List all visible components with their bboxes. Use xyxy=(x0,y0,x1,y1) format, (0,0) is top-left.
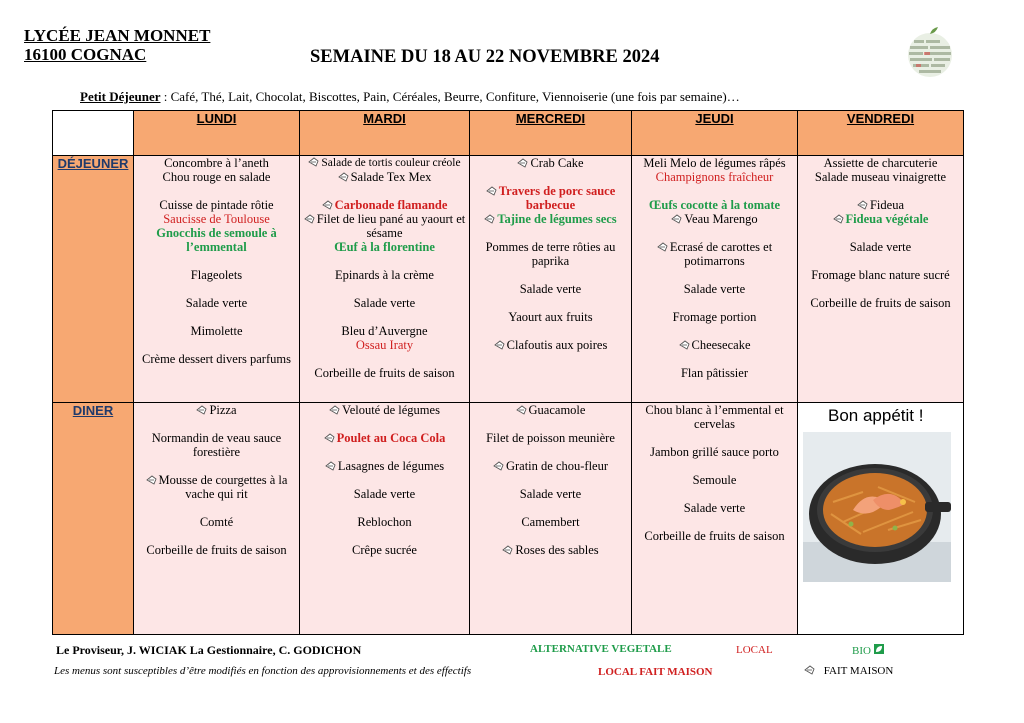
menu-item-group xyxy=(470,184,631,226)
menu-item-group xyxy=(798,156,963,184)
menu-item-group xyxy=(632,198,797,226)
menu-item: Chou rouge en salade xyxy=(162,170,271,184)
legend-local: LOCAL xyxy=(736,644,773,656)
chef-hat-icon xyxy=(324,433,335,443)
menu-item: Fromage blanc nature sucré xyxy=(811,268,950,282)
menu-item: Travers de porc sauce barbecue xyxy=(470,184,631,212)
menu-item-group xyxy=(798,198,963,226)
menu-item-group xyxy=(300,487,469,501)
menu-item: Yaourt aux fruits xyxy=(508,310,593,324)
menu-item: Corbeille de fruits de saison xyxy=(810,296,951,310)
chef-hat-icon xyxy=(196,405,207,415)
signatures: Le Proviseur, J. WICIAK La Gestionnaire, C. GODICHON xyxy=(56,643,362,657)
days-header-row xyxy=(53,111,964,156)
menu-item-group xyxy=(134,431,299,459)
menu-item-group xyxy=(300,296,469,310)
day-header: MARDI xyxy=(300,111,470,156)
menu-item-group xyxy=(632,282,797,296)
menu-item: Corbeille de fruits de saison xyxy=(314,366,455,380)
menu-item: Salade verte xyxy=(519,282,582,296)
legend-fait-maison xyxy=(804,665,893,677)
menu-item-group xyxy=(632,240,797,268)
lunch-row xyxy=(53,156,964,403)
day-header: LUNDI xyxy=(134,111,300,156)
menu-item-group xyxy=(632,529,797,543)
menu-item-group xyxy=(300,543,469,557)
week-title: SEMAINE DU 18 AU 22 NOVEMBRE 2024 xyxy=(310,47,660,67)
bon-appetit-text: Bon appétit ! xyxy=(828,406,924,425)
menu-item-group xyxy=(300,156,469,184)
menu-item: Jambon grillé sauce porto xyxy=(650,445,779,459)
school-header xyxy=(24,26,210,64)
menu-item: Salade Tex Mex xyxy=(300,170,469,184)
menu-item: Ecrasé de carottes et potimarrons xyxy=(632,240,797,268)
menu-item-group xyxy=(470,487,631,501)
menu-item: Poulet au Coca Cola xyxy=(300,431,469,445)
menu-item-group xyxy=(470,282,631,296)
menu-item: Normandin de veau sauce forestière xyxy=(151,431,282,459)
menu-item: Salade verte xyxy=(849,240,912,254)
menu-item-group xyxy=(632,445,797,459)
menu-item-group xyxy=(300,403,469,417)
menu-item: Camembert xyxy=(521,515,580,529)
lunch-cell xyxy=(300,156,470,403)
lunch-cell xyxy=(798,156,964,403)
chef-hat-icon xyxy=(516,405,527,415)
chef-hat-icon xyxy=(657,242,668,252)
dinner-cell xyxy=(134,403,300,635)
menu-item-group xyxy=(470,431,631,445)
chef-hat-icon xyxy=(329,405,340,415)
menu-item: Carbonade flamande xyxy=(300,198,469,212)
chef-hat-icon xyxy=(494,340,505,350)
menu-item: Crab Cake xyxy=(470,156,631,170)
menu-item-group xyxy=(300,515,469,529)
menu-item-group xyxy=(134,198,299,254)
dinner-cell xyxy=(470,403,632,635)
menu-item: Ossau Iraty xyxy=(355,338,414,352)
day-header: JEUDI xyxy=(632,111,798,156)
dinner-cell xyxy=(300,403,470,635)
menu-item: Salade verte xyxy=(185,296,248,310)
menu-item: Roses des sables xyxy=(470,543,631,557)
chef-hat-icon xyxy=(493,461,504,471)
menu-item: Crème dessert divers parfums xyxy=(142,352,291,366)
menu-item-group xyxy=(470,543,631,557)
lunch-cell xyxy=(632,156,798,403)
lunch-cell xyxy=(134,156,300,403)
school-city: 16100 COGNAC xyxy=(24,45,147,64)
menu-item-group xyxy=(632,501,797,515)
apple-logo-icon xyxy=(902,24,958,80)
menu-item-group xyxy=(798,240,963,254)
bio-leaf-icon xyxy=(874,644,884,654)
menu-item: Concombre à l’aneth xyxy=(164,156,269,170)
menu-item: Assiette de charcuterie xyxy=(823,156,938,170)
menu-item-group xyxy=(300,459,469,473)
menu-item-group xyxy=(632,156,797,184)
menu-item: Salade museau vinaigrette xyxy=(814,170,947,184)
menu-item-group xyxy=(632,473,797,487)
chef-hat-icon xyxy=(308,157,319,167)
menu-item: Mimolette xyxy=(190,324,243,338)
legend-bio-text: BIO xyxy=(852,645,871,657)
menu-item: Tajine de légumes secs xyxy=(470,212,631,226)
day-header: MERCREDI xyxy=(470,111,632,156)
menu-item-group xyxy=(632,310,797,324)
corner-cell xyxy=(53,111,134,156)
breakfast-line xyxy=(80,89,740,105)
fideua-dish-image xyxy=(803,432,951,582)
menu-item-group xyxy=(470,459,631,473)
lunch-cell xyxy=(470,156,632,403)
chef-hat-icon xyxy=(146,475,157,485)
menu-item-group xyxy=(134,352,299,366)
menu-item: Epinards à la crème xyxy=(335,268,434,282)
menu-item: Flageolets xyxy=(190,268,243,282)
menu-item-group xyxy=(798,268,963,282)
chef-hat-icon xyxy=(517,158,528,168)
chef-hat-icon xyxy=(857,200,868,210)
menu-item-group xyxy=(470,156,631,170)
menu-item-group xyxy=(470,240,631,268)
menu-item: Filet de poisson meunière xyxy=(486,431,615,445)
chef-hat-icon xyxy=(338,172,349,182)
menu-item: Reblochon xyxy=(357,515,412,529)
menu-item-group xyxy=(300,431,469,445)
menu-item-group xyxy=(300,366,469,380)
day-header: VENDREDI xyxy=(798,111,964,156)
menu-item-group xyxy=(134,473,299,501)
menu-item: Gnocchis de semoule à l’emmental xyxy=(156,226,277,254)
menu-item-group xyxy=(632,366,797,380)
menu-item-group xyxy=(470,310,631,324)
menu-disclaimer: Les menus sont susceptibles d’être modifiés en fonction des approvisionnements et des effectifs xyxy=(54,665,472,677)
school-name: LYCÉE JEAN MONNET xyxy=(24,26,211,45)
menu-item-group xyxy=(134,515,299,529)
menu-item-group xyxy=(470,403,631,417)
chef-hat-icon xyxy=(304,214,315,224)
menu-item-group xyxy=(470,515,631,529)
menu-item: Bleu d’Auvergne xyxy=(341,324,428,338)
menu-item: Clafoutis aux poires xyxy=(470,338,631,352)
menu-item: Champignons fraîcheur xyxy=(655,170,774,184)
menu-item-group xyxy=(134,324,299,338)
chef-hat-icon xyxy=(484,214,495,224)
chef-hat-icon xyxy=(671,214,682,224)
menu-item: Velouté de légumes xyxy=(300,403,469,417)
lunch-label: DÉJEUNER xyxy=(53,156,134,403)
menu-table xyxy=(52,110,964,635)
menu-item-group xyxy=(300,198,469,254)
legend-fm-text: FAIT MAISON xyxy=(823,665,894,677)
menu-item-group xyxy=(134,156,299,184)
bon-appetit-cell xyxy=(798,403,964,635)
menu-item: Corbeille de fruits de saison xyxy=(146,543,287,557)
menu-item: Corbeille de fruits de saison xyxy=(644,529,785,543)
menu-item: Semoule xyxy=(692,473,737,487)
menu-item-group xyxy=(300,268,469,282)
menu-item: Saucisse de Toulouse xyxy=(163,212,270,226)
menu-item-group xyxy=(134,268,299,282)
menu-item: Crêpe sucrée xyxy=(352,543,417,557)
menu-item: Filet de lieu pané au yaourt et sésame xyxy=(300,212,469,240)
legend-bio xyxy=(852,644,884,657)
menu-item: Pizza xyxy=(134,403,299,417)
menu-item-group xyxy=(134,403,299,417)
breakfast-text: : Café, Thé, Lait, Chocolat, Biscottes, Pain, Céréales, Beurre, Confiture, Viennoiserie (une fois par semaine)… xyxy=(160,89,740,104)
menu-item: Veau Marengo xyxy=(632,212,797,226)
chef-hat-icon xyxy=(325,461,336,471)
menu-item: Salade verte xyxy=(353,487,416,501)
menu-item-group xyxy=(134,543,299,557)
menu-item: Lasagnes de légumes xyxy=(300,459,469,473)
chef-hat-icon xyxy=(486,186,497,196)
menu-item: Fideua xyxy=(798,198,963,212)
menu-item: Chou blanc à l’emmental et cervelas xyxy=(645,403,784,431)
menu-item: Flan pâtissier xyxy=(680,366,748,380)
menu-item: Salade verte xyxy=(683,501,746,515)
menu-item: Fideua végétale xyxy=(798,212,963,226)
menu-item: Œufs cocotte à la tomate xyxy=(648,198,781,212)
dinner-label: DINER xyxy=(53,403,134,635)
chef-hat-icon xyxy=(804,665,815,675)
menu-item: Cuisse de pintade rôtie xyxy=(159,198,274,212)
menu-item: Gratin de chou-fleur xyxy=(470,459,631,473)
chef-hat-icon xyxy=(679,340,690,350)
chef-hat-icon xyxy=(833,214,844,224)
legend-local-fait-maison: LOCAL FAIT MAISON xyxy=(598,666,713,678)
menu-item: Guacamole xyxy=(470,403,631,417)
menu-item: Salade de tortis couleur créole xyxy=(300,156,469,170)
menu-item: Cheesecake xyxy=(632,338,797,352)
menu-item: Salade verte xyxy=(353,296,416,310)
menu-item: Meli Melo de légumes râpés xyxy=(643,156,786,170)
menu-item-group xyxy=(632,338,797,352)
dinner-row xyxy=(53,403,964,635)
menu-item: Mousse de courgettes à la vache qui rit xyxy=(134,473,299,501)
menu-item: Fromage portion xyxy=(672,310,757,324)
menu-item: Œuf à la florentine xyxy=(334,240,435,254)
chef-hat-icon xyxy=(322,200,333,210)
menu-item: Salade verte xyxy=(683,282,746,296)
menu-item: Pommes de terre rôties au paprika xyxy=(485,240,616,268)
menu-item-group xyxy=(134,296,299,310)
dinner-cell xyxy=(632,403,798,635)
menu-item-group xyxy=(798,296,963,310)
menu-item: Salade verte xyxy=(519,487,582,501)
breakfast-label: Petit Déjeuner xyxy=(80,89,161,104)
menu-item: Comté xyxy=(199,515,234,529)
menu-item-group xyxy=(470,338,631,352)
legend-vegetal: ALTERNATIVE VEGETALE xyxy=(530,643,672,655)
chef-hat-icon xyxy=(502,545,513,555)
menu-item-group xyxy=(632,403,797,431)
menu-item-group xyxy=(300,324,469,352)
